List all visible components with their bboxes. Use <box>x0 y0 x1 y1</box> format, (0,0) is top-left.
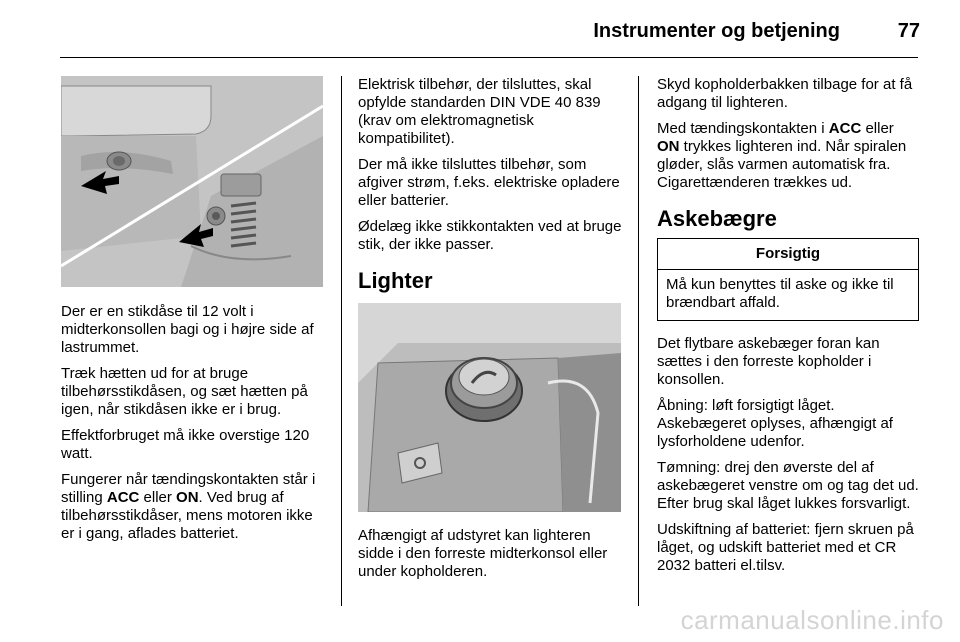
wrong-plugs-text: Ødelæg ikke stikkontakten ved at bruge stik, der ikke passer. <box>358 218 622 253</box>
socket-location-text: Der er en stikdåse til 12 volt i midterkonsollen bagi og i højre side af lastrummet. <box>61 303 314 356</box>
ashtray-heading: Askebægre <box>657 206 777 231</box>
acc-label-2: ACC <box>828 120 862 137</box>
lighter-drawing <box>358 303 621 512</box>
column-divider-2 <box>638 76 639 606</box>
removable-ashtray-text: Det flytbare askebæger foran kan sættes i den forreste kopholder i konsollen. <box>657 335 880 388</box>
column-1 <box>61 303 327 551</box>
on-label: ON <box>176 489 199 506</box>
lighter-illustration <box>358 303 621 512</box>
lighter-location-text: Afhængigt af udstyret kan lighteren sidde i den forreste midterkonsol eller under kopholderen. <box>358 527 608 580</box>
battery-replacement-text: Udskiftning af batteriet: fjern skruen på låget, og udskift batteriet med et CR 2032 batteri el.tilsv. <box>657 521 914 574</box>
column-divider-1 <box>341 76 342 606</box>
lighter-heading: Lighter <box>358 268 433 293</box>
column-2 <box>358 76 624 294</box>
ignition-note-text: Fungerer når tændingskontakten står i stilling ACC eller ON. Ved brug af tilbehørsstikdåser, mens motoren ikke er i gang, aflades batteriet. <box>61 471 316 542</box>
acc-label: ACC <box>106 489 140 506</box>
caution-title: Forsigtig <box>658 239 918 270</box>
no-chargers-text: Der må ikke tilsluttes tilbehør, som afgiver strøm, f.eks. elektriske opladere eller batterier. <box>358 156 620 209</box>
page-header <box>0 0 960 62</box>
power-limit-text: Effektforbruget må ikke overstige 120 watt. <box>61 427 310 462</box>
column-3 <box>657 76 919 583</box>
page-number: 77 <box>897 20 920 42</box>
accessory-socket-drawing <box>61 76 323 287</box>
opening-text: Åbning: løft forsigtigt låget. Askebægeret oplyses, afhængigt af lysforholdene udenfor. <box>657 397 893 450</box>
column-2-lower <box>358 527 624 589</box>
page-title: Instrumenter og betjening <box>593 20 840 42</box>
accessory-socket-illustration <box>61 76 323 287</box>
cupholder-access-text: Skyd kopholderbakken tilbage for at få adgang til lighteren. <box>657 76 913 111</box>
caution-box <box>657 238 919 321</box>
socket-cap-text: Træk hætten ud for at bruge tilbehørsstikdåsen, og sæt hætten på igen, når stikdåsen ikke er i brug. <box>61 365 308 418</box>
din-standard-text: Elektrisk tilbehør, der tilsluttes, skal opfylde standarden DIN VDE 40 839 (krav om elektromagnetisk kompatibilitet). <box>358 76 601 147</box>
on-label-2: ON <box>657 138 680 155</box>
header-rule <box>60 57 918 58</box>
emptying-text: Tømning: drej den øverste del af askebægeret venstre om og tag det ud. Efter brug skal låget lukkes forsvarligt. <box>657 459 919 512</box>
watermark: carmanualsonline.info <box>680 605 944 635</box>
caution-text: Må kun benyttes til aske og ikke til brændbart affald. <box>666 276 894 311</box>
lighter-use-text: Med tændingskontakten i ACC eller ON trykkes lighteren ind. Når spiralen gløder, slås varmen automatisk fra. Cigarettænderen trækkes ud. <box>657 120 907 191</box>
